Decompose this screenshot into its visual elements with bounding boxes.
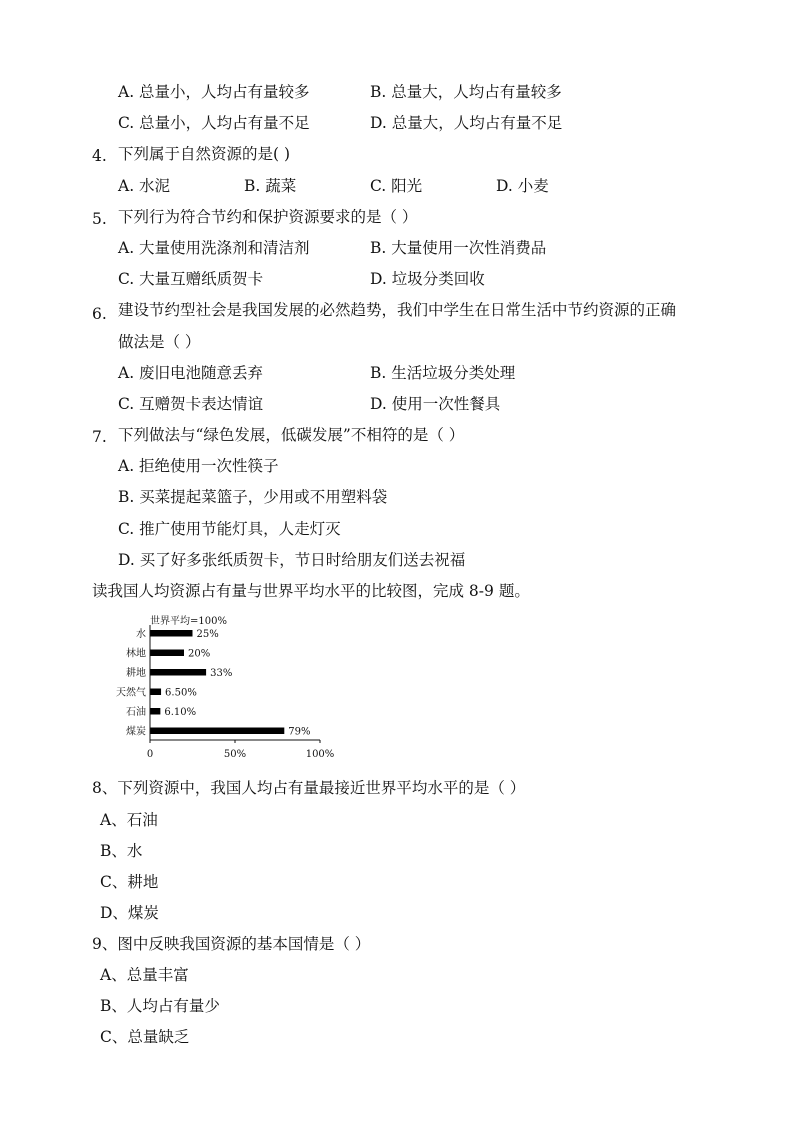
- q7-question: 下列做法与“绿色发展，低碳发展”不相符的是（ ）: [118, 426, 465, 444]
- q5-number: 5.: [92, 210, 107, 228]
- chart-category-label: 耕地: [126, 667, 146, 679]
- q5-option-d: D. 垃圾分类回收: [370, 270, 485, 288]
- q5-option-b: B. 大量使用一次性消费品: [370, 239, 547, 257]
- chart-value-label: 25%: [196, 628, 219, 640]
- chart-title: 世界平均=100%: [150, 616, 227, 627]
- chart-bar: [150, 630, 193, 637]
- chart-category-label: 煤炭: [126, 726, 146, 738]
- chart-category-label: 石油: [126, 706, 146, 718]
- q8-option-d: D、煤炭: [100, 904, 159, 922]
- q9-option-c: C、总量缺乏: [100, 1028, 190, 1046]
- q4-option-c: C. 阳光: [370, 177, 423, 195]
- chart-bar: [150, 669, 206, 676]
- q7-option-a: A. 拒绝使用一次性筷子: [118, 457, 279, 475]
- q3-option-c: C. 总量小，人均占有量不足: [118, 114, 310, 132]
- q4-option-b: B. 蔬菜: [244, 177, 297, 195]
- q9-option-a: A、总量丰富: [100, 966, 189, 984]
- q6-option-d: D. 使用一次性餐具: [370, 395, 501, 413]
- q6-question-line2: 做法是（ ）: [118, 333, 201, 351]
- chart-x-tick-label: 100%: [305, 749, 335, 760]
- chart-category-label: 林地: [126, 648, 146, 660]
- chart-bar: [150, 689, 161, 696]
- q6-option-b: B. 生活垃圾分类处理: [370, 364, 516, 382]
- chart-value-label: 20%: [188, 648, 211, 660]
- q8-option-a: A、石油: [100, 811, 158, 829]
- q6-question-line1: 建设节约型社会是我国发展的必然趋势，我们中学生在日常生活中节约资源的正确: [118, 301, 677, 319]
- resource-comparison-bar-chart: [110, 612, 350, 772]
- chart-value-label: 6.10%: [164, 706, 197, 718]
- q5-option-c: C. 大量互赠纸质贺卡: [118, 270, 264, 288]
- q4-number: 4.: [92, 147, 107, 165]
- q9-option-b: B、人均占有量少: [100, 997, 220, 1015]
- q7-number: 7.: [92, 428, 107, 446]
- q3-option-b: B. 总量大，人均占有量较多: [370, 83, 562, 101]
- q6-number: 6.: [92, 305, 107, 323]
- chart-value-label: 33%: [210, 667, 233, 679]
- chart-intro-text: 读我国人均资源占有量与世界平均水平的比较图，完成 8-9 题。: [92, 582, 530, 600]
- q5-question: 下列行为符合节约和保护资源要求的是（ ）: [118, 208, 418, 226]
- chart-category-label: 天然气: [116, 687, 146, 699]
- chart-x-tick-label: 0: [146, 749, 154, 760]
- chart-bar: [150, 728, 284, 735]
- chart-value-label: 79%: [288, 726, 311, 738]
- q8-option-c: C、耕地: [100, 873, 159, 891]
- q7-option-b: B. 买菜提起菜篮子，少用或不用塑料袋: [118, 488, 388, 506]
- q4-option-a: A. 水泥: [118, 177, 171, 195]
- q8-option-b: B、水: [100, 842, 143, 860]
- q6-option-a: A. 废旧电池随意丢弃: [118, 364, 264, 382]
- q8-question: 8、下列资源中，我国人均占有量最接近世界平均水平的是（ ）: [92, 779, 526, 797]
- q4-question: 下列属于自然资源的是( ): [118, 145, 291, 163]
- q3-option-a: A. 总量小，人均占有量较多: [118, 83, 310, 101]
- chart-x-tick-label: 50%: [223, 749, 247, 760]
- q3-option-d: D. 总量大，人均占有量不足: [370, 114, 563, 132]
- q5-option-a: A. 大量使用洗涤剂和清洁剂: [118, 239, 310, 257]
- q7-option-c: C. 推广使用节能灯具，人走灯灭: [118, 520, 341, 538]
- q9-question: 9、图中反映我国资源的基本国情是（ ）: [92, 935, 371, 953]
- q6-option-c: C. 互赠贺卡表达情谊: [118, 395, 264, 413]
- q4-option-d: D. 小麦: [496, 177, 549, 195]
- q7-option-d: D. 买了好多张纸质贺卡，节日时给朋友们送去祝福: [118, 551, 466, 569]
- chart-value-label: 6.50%: [165, 687, 197, 699]
- chart-category-label: 水: [136, 628, 146, 640]
- chart-bar: [150, 708, 160, 715]
- chart-bar: [150, 650, 184, 657]
